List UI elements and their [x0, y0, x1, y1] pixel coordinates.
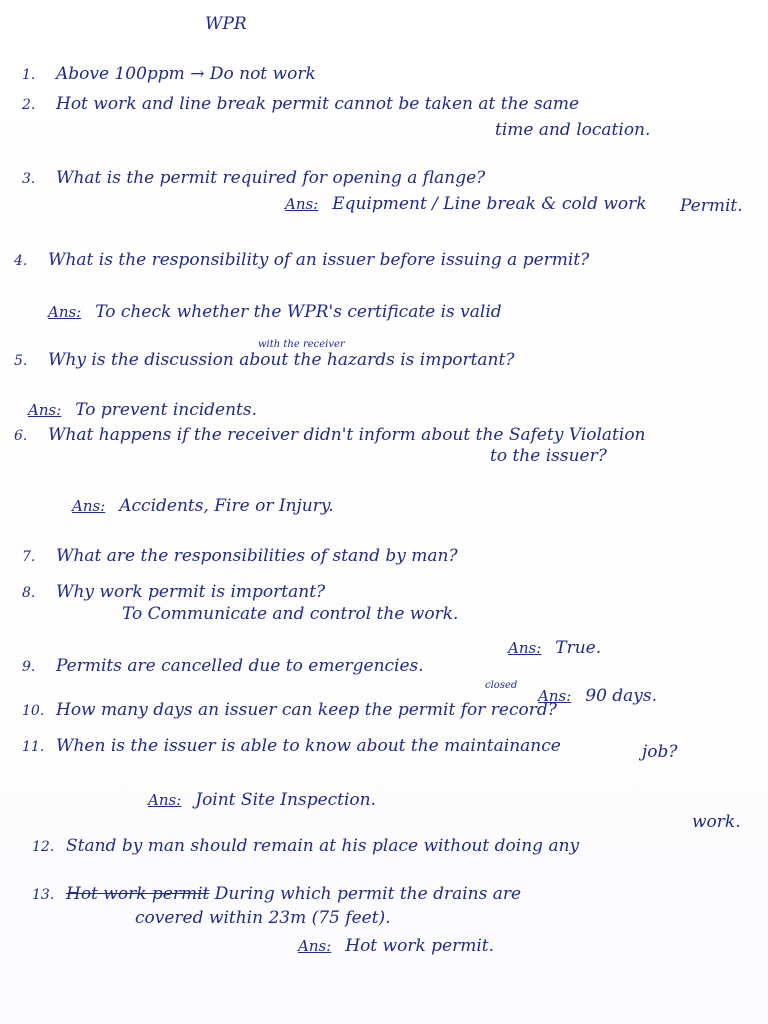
item-11-continuation: job?: [642, 742, 678, 762]
item-13-answer: [298, 936, 494, 956]
answer-text: To prevent incidents.: [75, 400, 258, 420]
answer-label: Ans:: [148, 791, 182, 809]
item-5-answer: [28, 400, 257, 420]
answer-text: Accidents, Fire or Injury.: [119, 496, 334, 516]
item-12: [32, 836, 579, 857]
item-number: 8.: [22, 585, 36, 601]
item-3: [22, 168, 485, 189]
item-6-continuation: to the issuer?: [490, 446, 607, 466]
item-text: What happens if the receiver didn't inform about the Safety Violation: [48, 425, 646, 445]
item-10-answer: [538, 686, 657, 706]
item-number: 6.: [14, 428, 28, 444]
answer-label: Ans:: [285, 195, 319, 213]
answer-label: Ans:: [48, 303, 82, 321]
item-text: During which permit the drains are: [214, 884, 522, 904]
answer-text: True.: [555, 638, 602, 658]
item-number: 1.: [22, 67, 36, 83]
item-number: 13.: [32, 887, 55, 903]
item-number: 11.: [22, 739, 45, 755]
item-2: [22, 94, 579, 115]
item-number: 3.: [22, 171, 36, 187]
item-6: [14, 425, 646, 446]
item-5-insert: with the receiver: [258, 339, 345, 350]
item-8: [22, 582, 325, 603]
answer-label: Ans:: [298, 937, 332, 955]
answer-label: Ans:: [72, 497, 106, 515]
item-11-answer: [148, 790, 376, 810]
item-number: 4.: [14, 253, 28, 269]
answer-text: To check whether the WPR's certificate is valid: [95, 302, 502, 322]
answer-text: Equipment / Line break & cold work: [332, 194, 647, 214]
item-text: Why work permit is important?: [56, 582, 326, 602]
item-4-answer: [48, 302, 502, 322]
item-13: [32, 884, 521, 905]
item-text: What is the permit required for opening a flange?: [56, 168, 486, 188]
item-text: Hot work and line break permit cannot be taken at the same: [56, 94, 580, 114]
item-number: 7.: [22, 549, 36, 565]
item-number: 5.: [14, 353, 28, 369]
item-text: Stand by man should remain at his place without doing any: [66, 836, 580, 856]
item-text: Permits are cancelled due to emergencies.: [56, 656, 424, 676]
item-text: How many days an issuer can keep the permit for record?: [56, 700, 557, 720]
answer-text: Joint Site Inspection.: [195, 790, 377, 810]
item-6-answer: [72, 496, 334, 516]
answer-text: 90 days.: [585, 686, 658, 706]
item-11: [22, 736, 561, 757]
item-10-insert: closed: [485, 680, 518, 691]
item-text: Why is the discussion about the hazards is important?: [48, 350, 515, 370]
item-2-continuation: time and location.: [495, 120, 651, 140]
item-5: [14, 350, 514, 371]
item-number: 2.: [22, 97, 36, 113]
item-number: 10.: [22, 703, 45, 719]
answer-label: Ans:: [508, 639, 542, 657]
item-3-answer: [285, 194, 647, 214]
page-title: WPR: [205, 14, 247, 34]
item-7: [22, 546, 458, 567]
item-8-answer: To Communicate and control the work.: [122, 604, 459, 624]
struck-text: Hot work permit: [66, 884, 210, 904]
item-text: What is the responsibility of an issuer before issuing a permit?: [48, 250, 590, 270]
item-4: [14, 250, 589, 271]
item-1: [22, 64, 316, 85]
answer-text: Hot work permit.: [345, 936, 495, 956]
item-9: [22, 656, 424, 677]
item-number: 9.: [22, 659, 36, 675]
answer-label: Ans:: [538, 687, 572, 705]
item-9-answer: [508, 638, 601, 658]
item-10: [22, 700, 557, 721]
item-12-continuation: work.: [692, 812, 741, 832]
item-text: Above 100ppm → Do not work: [56, 64, 316, 84]
answer-label: Ans:: [28, 401, 62, 419]
item-text: What are the responsibilities of stand by man?: [56, 546, 458, 566]
item-text: When is the issuer is able to know about the maintainance: [56, 736, 561, 756]
item-3-answer-continuation: Permit.: [680, 196, 743, 216]
item-13-continuation: covered within 23m (75 feet).: [135, 908, 391, 928]
item-number: 12.: [32, 839, 55, 855]
